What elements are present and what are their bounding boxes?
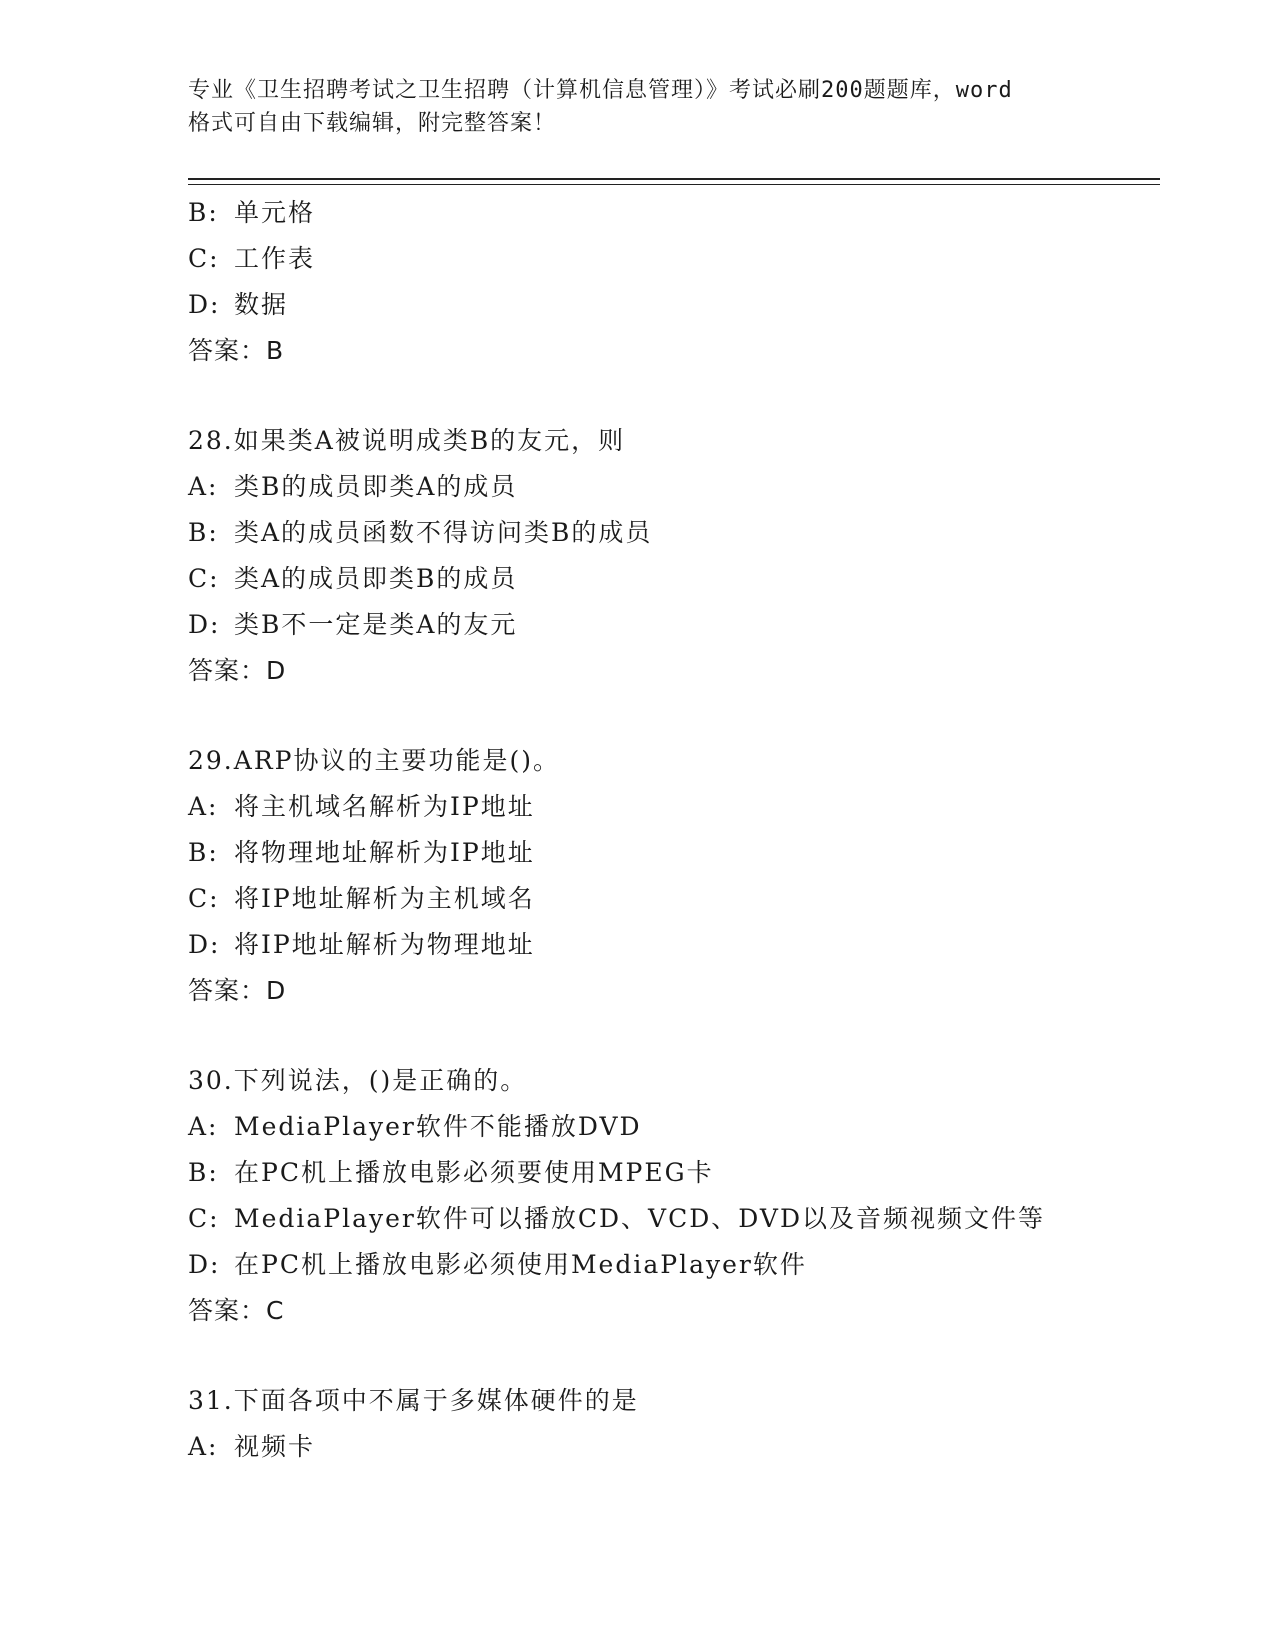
- document-header: [188, 74, 1088, 140]
- question-title: 31.下面各项中不属于多媒体硬件的是: [188, 1386, 639, 1415]
- option-text: 将物理地址解析为IP地址: [234, 838, 535, 867]
- spacer: [188, 374, 1168, 418]
- answer-line: 答案：B: [188, 336, 285, 365]
- option-text: 将主机域名解析为IP地址: [234, 792, 535, 821]
- option-line: [188, 282, 1168, 328]
- option-text: 在PC机上播放电影必须要使用MPEG卡: [234, 1158, 714, 1187]
- option-line: [188, 510, 1168, 556]
- option-label: D:: [188, 1250, 221, 1279]
- answer-line: 答案：C: [188, 1296, 285, 1325]
- option-label: C:: [188, 884, 220, 913]
- option-label: B:: [188, 198, 219, 227]
- option-label: C:: [188, 244, 220, 273]
- option-line: [188, 464, 1168, 510]
- option-text: MediaPlayer软件可以播放CD、VCD、DVD以及音频视频文件等: [234, 1204, 1045, 1233]
- option-line: [188, 876, 1168, 922]
- option-line: [188, 784, 1168, 830]
- header-rule-thin: [188, 184, 1160, 185]
- question-block-31: [188, 1378, 1168, 1470]
- option-label: B:: [188, 1158, 219, 1187]
- option-text: 类A的成员函数不得访问类B的成员: [234, 518, 653, 547]
- option-text: 工作表: [234, 244, 316, 273]
- header-line-2: 格式可自由下载编辑，附完整答案！: [188, 111, 557, 136]
- option-line: [188, 922, 1168, 968]
- option-line: [188, 830, 1168, 876]
- option-text: 类A的成员即类B的成员: [234, 564, 518, 593]
- option-label: A:: [188, 1432, 219, 1461]
- question-title: 28.如果类A被说明成类B的友元，则: [188, 426, 626, 455]
- option-line: [188, 602, 1168, 648]
- option-line: [188, 1150, 1168, 1196]
- option-text: MediaPlayer软件不能播放DVD: [234, 1112, 642, 1141]
- option-line: [188, 1196, 1168, 1242]
- option-label: D:: [188, 930, 221, 959]
- spacer: [188, 1334, 1168, 1378]
- question-block-30: [188, 1058, 1168, 1334]
- option-line: [188, 190, 1168, 236]
- option-text: 数据: [234, 290, 289, 319]
- header-rule-thick: [188, 178, 1160, 180]
- option-label: A:: [188, 792, 219, 821]
- option-line: [188, 236, 1168, 282]
- option-label: C:: [188, 1204, 220, 1233]
- header-line-1: 专业《卫生招聘考试之卫生招聘（计算机信息管理）》考试必刷200题题库，word: [188, 78, 1013, 103]
- option-line: [188, 1104, 1168, 1150]
- option-line: [188, 556, 1168, 602]
- option-label: C:: [188, 564, 220, 593]
- option-line: [188, 1424, 1168, 1470]
- option-text: 视频卡: [234, 1432, 316, 1461]
- option-label: D:: [188, 610, 221, 639]
- option-text: 类B不一定是类A的友元: [234, 610, 518, 639]
- option-text: 将IP地址解析为物理地址: [234, 930, 535, 959]
- answer-line: 答案：D: [188, 656, 287, 685]
- option-text: 单元格: [234, 198, 316, 227]
- option-label: D:: [188, 290, 221, 319]
- option-text: 类B的成员即类A的成员: [234, 472, 518, 501]
- option-text: 在PC机上播放电影必须使用MediaPlayer软件: [234, 1250, 807, 1279]
- option-label: A:: [188, 1112, 219, 1141]
- answer-line: 答案：D: [188, 976, 287, 1005]
- option-text: 将IP地址解析为主机域名: [234, 884, 535, 913]
- spacer: [188, 1014, 1168, 1058]
- question-title: 29.ARP协议的主要功能是()。: [188, 746, 560, 775]
- question-block-28: [188, 418, 1168, 694]
- option-line: [188, 1242, 1168, 1288]
- option-label: B:: [188, 518, 219, 547]
- spacer: [188, 694, 1168, 738]
- option-label: A:: [188, 472, 219, 501]
- option-label: B:: [188, 838, 219, 867]
- question-title: 30.下列说法，()是正确的。: [188, 1066, 528, 1095]
- question-block-27-continued: [188, 190, 1168, 374]
- question-block-29: [188, 738, 1168, 1014]
- question-list: [188, 190, 1168, 1470]
